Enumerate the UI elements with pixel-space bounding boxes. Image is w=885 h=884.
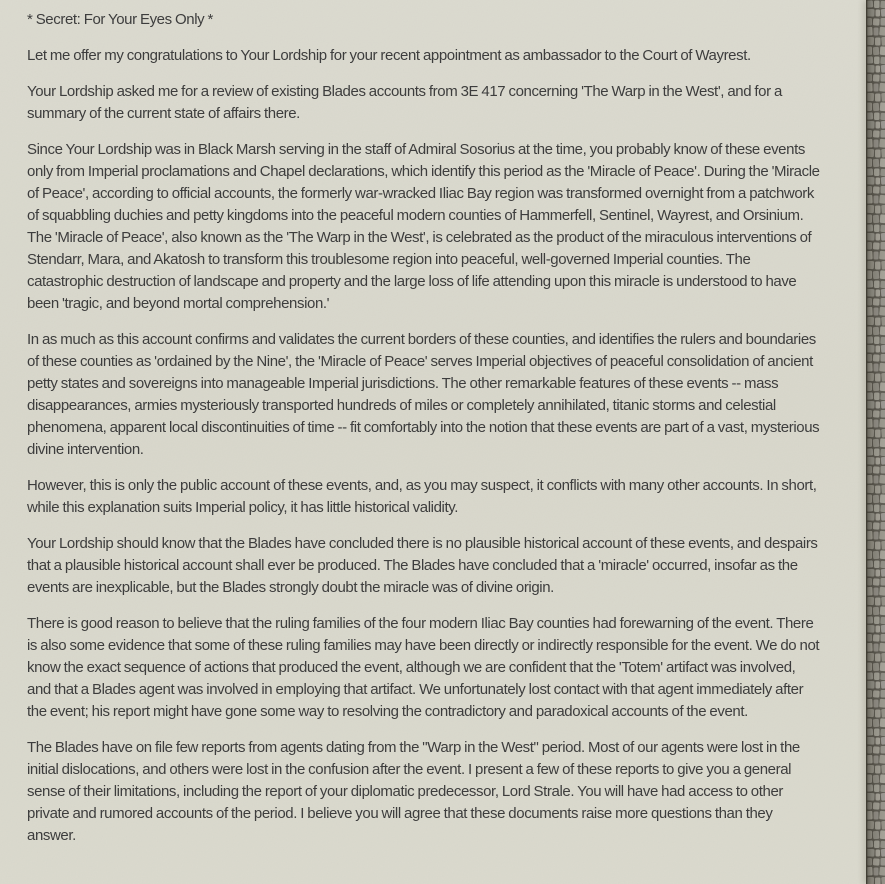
paragraph: However, this is only the public account of these events, and, as you may suspect, it conflicts with many other accounts. In short, while this explanation suits Imperial policy, it has little historical validity.	[27, 477, 817, 516]
paragraph: The Blades have on file few reports from agents dating from the "Warp in the West" period. Most of our agents were lost in the initial dislocations, and others were lost in the confusion after the event. I present a few of these reports to give you a general sense of their limitations, including the report of your diplomatic predecessor, Lord Strale. You will have had access to other private and rumored accounts of the period. I believe you will agree that these documents raise more questions than they answer.	[27, 739, 800, 844]
paragraph: Your Lordship asked me for a review of existing Blades accounts from 3E 417 concerning 'The Warp in the West', and for a summary of the current state of affairs there.	[27, 83, 782, 122]
document-title: * Secret: For Your Eyes Only *	[27, 11, 213, 28]
document-body	[27, 9, 821, 847]
paragraph: Since Your Lordship was in Black Marsh serving in the staff of Admiral Sosorius at the time, you probably know of these events only from Imperial proclamations and Chapel declarations, which identify this period as the 'Miracle of Peace'. During the 'Miracle of Peace', according to official accounts, the formerly war-wracked Iliac Bay region was transformed overnight from a patchwork of squabbling duchies and petty kingdoms into the peaceful modern counties of Hammerfell, Sentinel, Wayrest, and Orsinium. The 'Miracle of Peace', also known as the 'The Warp in the West', is celebrated as the product of the miraculous interventions of Stendarr, Mara, and Akatosh to transform this troublesome region into peaceful, well-governed Imperial counties. The catastrophic destruction of landscape and property and the large loss of life attending upon this miracle is understood to have been 'tragic, and beyond mortal comprehension.'	[27, 141, 820, 312]
paragraph: Your Lordship should know that the Blades have concluded there is no plausible historical account of these events, and despairs that a plausible historical account shall ever be produced. The Blades have concluded that a 'miracle' occurred, insofar as the events are inexplicable, but the Blades strongly doubt the miracle was of divine origin.	[27, 535, 818, 596]
stone-border-texture	[866, 0, 885, 884]
paragraph: There is good reason to believe that the ruling families of the four modern Iliac Bay counties had forewarning of the event. There is also some evidence that some of these ruling families may have been directly or indirectly responsible for the event. We do not know the exact sequence of actions that produced the event, although we are confident that the 'Totem' artifact was involved, and that a Blades agent was involved in employing that artifact. We unfortunately lost contact with that agent immediately after the event; his report might have gone some way to resolving the contradictory and paradoxical accounts of the event.	[27, 615, 820, 720]
paragraph: In as much as this account confirms and validates the current borders of these counties, and identifies the rulers and boundaries of these counties as 'ordained by the Nine', the 'Miracle of Peace' serves Imperial objectives of peaceful consolidation of ancient petty states and sovereigns into manageable Imperial jurisdictions. The other remarkable features of these events -- mass disappearances, armies mysteriously transported hundreds of miles or completely annihilated, titanic storms and celestial phenomena, apparent local discontinuities of time -- fit comfortably into the notion that these events are part of a vast, mysterious divine intervention.	[27, 331, 820, 458]
paragraph: Let me offer my congratulations to Your Lordship for your recent appointment as ambassador to the Court of Wayrest.	[27, 47, 751, 64]
